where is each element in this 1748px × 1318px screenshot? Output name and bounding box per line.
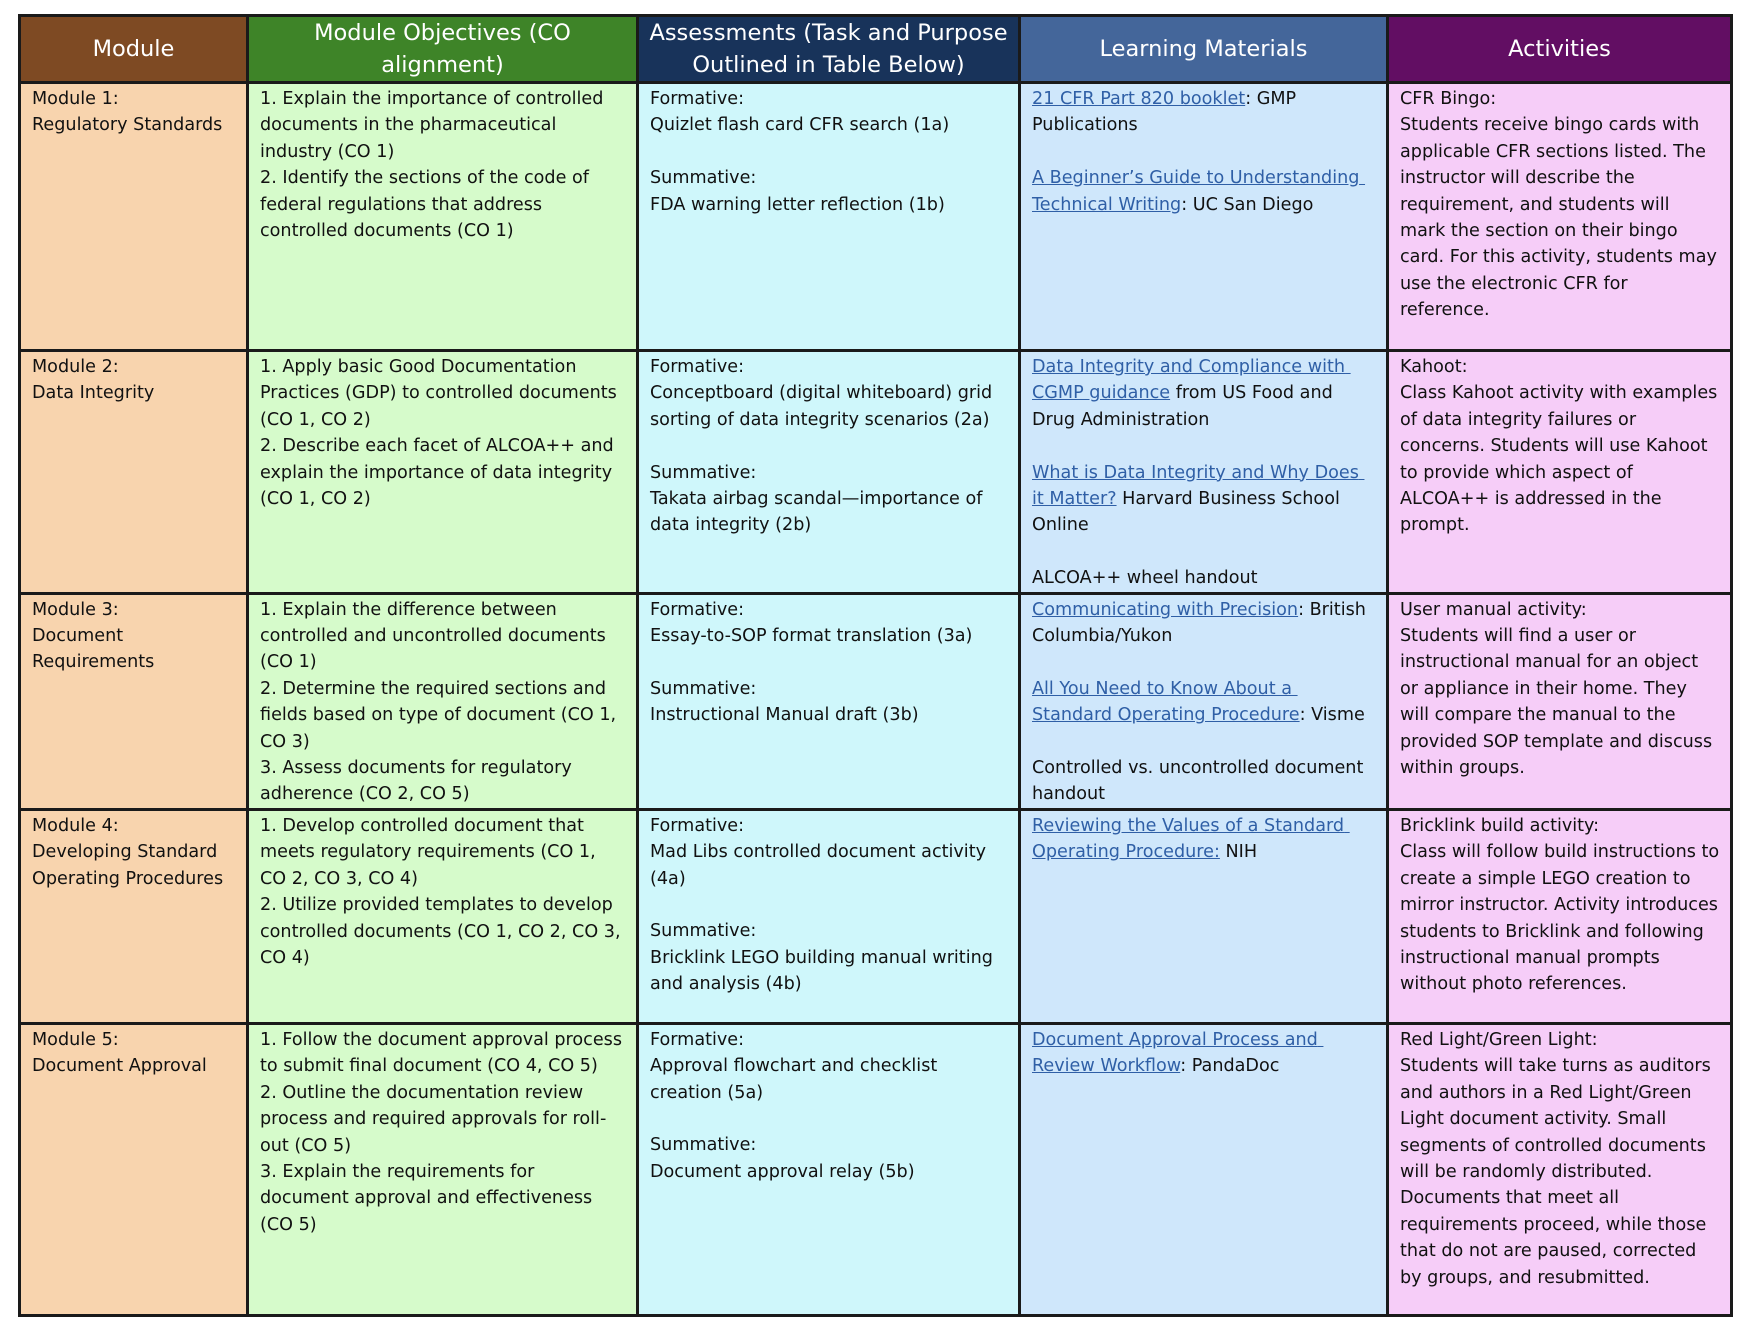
table-row bbox=[20, 809, 1732, 1023]
header-module: Module bbox=[20, 16, 248, 83]
activities-text: Students will take turns as auditors and authors in a Red Light/Green Light document activity. Small segments of controlled documents will be randomly distributed. Documents that meet all requirements proceed, while those that do not are paused, corrected by groups, and resubmitted. bbox=[1400, 1056, 1717, 1288]
activities-cell bbox=[1388, 809, 1732, 1023]
material-source: ALCOA++ wheel handout bbox=[1032, 568, 1258, 589]
module-text: Module 5: bbox=[32, 1029, 119, 1050]
material-source: NIH bbox=[1219, 842, 1258, 863]
module-text: Data Integrity bbox=[32, 383, 155, 404]
material-source: : GMP Publications bbox=[1032, 89, 1302, 136]
spacer bbox=[650, 1106, 1008, 1132]
assessments-text: Takata airbag scandal—importance of data integrity (2b) bbox=[650, 489, 989, 536]
materials-cell bbox=[1020, 1023, 1388, 1315]
objectives-text: 3. Explain the requirements for document approval and effectiveness (CO 5) bbox=[260, 1161, 598, 1235]
module-cell bbox=[20, 83, 248, 351]
objectives-text: 2. Describe each facet of ALCOA++ and explain the importance of data integrity (CO 1, CO 2) bbox=[260, 436, 620, 510]
spacer bbox=[1032, 139, 1376, 165]
objectives-text: 2. Determine the required sections and fields based on type of document (CO 1, CO 3) bbox=[260, 678, 622, 752]
material-source: : PandaDoc bbox=[1180, 1056, 1280, 1077]
assessments-text: Formative: bbox=[650, 815, 745, 836]
material-link[interactable]: Document Approval Process and Review Workflow bbox=[1032, 1029, 1324, 1077]
assessments-text: Approval flowchart and checklist creation (5a) bbox=[650, 1056, 943, 1103]
spacer bbox=[1032, 433, 1376, 459]
material-item bbox=[1032, 165, 1376, 218]
table-row bbox=[20, 351, 1732, 594]
activities-text: Red Light/Green Light: bbox=[1400, 1029, 1598, 1050]
material-source: Harvard Business School Online bbox=[1032, 489, 1346, 536]
objectives-cell bbox=[248, 593, 638, 809]
header-row bbox=[20, 16, 1732, 83]
material-source: from US Food and Drug Administration bbox=[1032, 383, 1339, 430]
activities-cell bbox=[1388, 83, 1732, 351]
assessments-text: Summative: bbox=[650, 462, 757, 483]
assessments-text: FDA warning letter reflection (1b) bbox=[650, 194, 945, 215]
header-objectives: Module Objectives (CO alignment) bbox=[248, 16, 638, 83]
spacer bbox=[1032, 729, 1376, 755]
module-text: Developing Standard Operating Procedures bbox=[32, 842, 224, 889]
module-cell bbox=[20, 351, 248, 594]
objectives-cell bbox=[248, 351, 638, 594]
activities-text: Students receive bingo cards with applicable CFR sections listed. The instructor will describe the requirement, and students will mark the section on their bingo card. For this activity, students may use the electronic CFR for reference. bbox=[1400, 115, 1723, 321]
assessments-text: Quizlet flash card CFR search (1a) bbox=[650, 115, 950, 136]
material-item bbox=[1032, 813, 1376, 866]
module-text: Regulatory Standards bbox=[32, 115, 223, 136]
activities-cell bbox=[1388, 1023, 1732, 1315]
module-cell bbox=[20, 809, 248, 1023]
objectives-cell bbox=[248, 809, 638, 1023]
material-item bbox=[1032, 1027, 1376, 1080]
assessments-text: Summative: bbox=[650, 678, 757, 699]
assessments-text: Formative: bbox=[650, 89, 745, 109]
module-text: Document Approval bbox=[32, 1056, 207, 1077]
assessments-text: Instructional Manual draft (3b) bbox=[650, 705, 919, 726]
spacer bbox=[650, 139, 1008, 165]
module-text: Module 1: bbox=[32, 89, 119, 109]
module-text: Module 4: bbox=[32, 815, 119, 836]
objectives-text: 2. Identify the sections of the code of federal regulations that address controlled documents (CO 1) bbox=[260, 168, 595, 242]
assessments-cell bbox=[638, 593, 1020, 809]
objectives-text: 2. Utilize provided templates to develop controlled documents (CO 1, CO 2, CO 3, CO 4) bbox=[260, 895, 627, 968]
objectives-text: 1. Explain the importance of controlled documents in the pharmaceutical industry (CO 1) bbox=[260, 89, 609, 162]
assessments-text: Summative: bbox=[650, 921, 757, 942]
assessments-text: Formative: bbox=[650, 357, 745, 377]
objectives-text: 1. Follow the document approval process to submit final document (CO 4, CO 5) bbox=[260, 1029, 628, 1077]
assessments-text: Formative: bbox=[650, 599, 745, 620]
material-item bbox=[1032, 565, 1376, 591]
assessments-cell bbox=[638, 809, 1020, 1023]
module-text: Module 3: bbox=[32, 599, 119, 620]
activities-cell bbox=[1388, 351, 1732, 594]
activities-cell bbox=[1388, 593, 1732, 809]
activities-text: User manual activity: bbox=[1400, 599, 1587, 620]
materials-cell bbox=[1020, 351, 1388, 594]
assessments-text: Summative: bbox=[650, 1135, 757, 1156]
table-row bbox=[20, 593, 1732, 809]
assessments-cell bbox=[638, 1023, 1020, 1315]
spacer bbox=[650, 892, 1008, 918]
objectives-text: 3. Assess documents for regulatory adherence (CO 2, CO 5) bbox=[260, 758, 578, 805]
spacer bbox=[650, 649, 1008, 675]
activities-text: Bricklink build activity: bbox=[1400, 815, 1600, 836]
objectives-text: 1. Develop controlled document that meets regulatory requirements (CO 1, CO 2, CO 3, CO 4) bbox=[260, 815, 602, 889]
materials-cell bbox=[1020, 83, 1388, 351]
material-link[interactable]: All You Need to Know About a Standard Operating Procedure bbox=[1032, 678, 1300, 726]
objectives-text: 2. Outline the documentation review process and required approvals for roll-out (CO 5) bbox=[260, 1082, 607, 1156]
materials-cell bbox=[1020, 809, 1388, 1023]
material-source: : UC San Diego bbox=[1181, 194, 1314, 215]
module-cell bbox=[20, 593, 248, 809]
assessments-text: Summative: bbox=[650, 168, 757, 189]
material-source: : British Columbia/Yukon bbox=[1032, 599, 1372, 647]
header-materials: Learning Materials bbox=[1020, 16, 1388, 83]
material-link[interactable]: A Beginner’s Guide to Understanding Technical Writing bbox=[1032, 168, 1366, 215]
objectives-text: 1. Apply basic Good Documentation Practices (GDP) to controlled documents (CO 1, CO 2) bbox=[260, 357, 623, 430]
activities-text: Class Kahoot activity with examples of data integrity failures or concerns. Students will use Kahoot to provide which aspect of ALCOA++ is addressed in the prompt. bbox=[1400, 383, 1723, 536]
material-item bbox=[1032, 755, 1376, 808]
table-row bbox=[20, 1023, 1732, 1315]
material-item bbox=[1032, 597, 1376, 650]
module-table bbox=[18, 14, 1733, 1317]
assessments-cell bbox=[638, 83, 1020, 351]
activities-text: Students will find a user or instructional manual for an object or appliance in their home. They will compare the manual to the provided SOP template and discuss within groups. bbox=[1400, 626, 1718, 779]
spacer bbox=[1032, 539, 1376, 565]
spacer bbox=[650, 433, 1008, 459]
activities-text: Kahoot: bbox=[1400, 357, 1468, 377]
material-item bbox=[1032, 676, 1376, 729]
module-text: Module 2: bbox=[32, 357, 119, 377]
header-activities: Activities bbox=[1388, 16, 1732, 83]
objectives-text: 1. Explain the difference between controlled and uncontrolled documents (CO 1) bbox=[260, 599, 612, 673]
assessments-text: Conceptboard (digital whiteboard) grid sorting of data integrity scenarios (2a) bbox=[650, 383, 998, 430]
materials-cell bbox=[1020, 593, 1388, 809]
module-text: Document Requirements bbox=[32, 626, 155, 673]
assessments-text: Essay-to-SOP format translation (3a) bbox=[650, 626, 973, 647]
objectives-cell bbox=[248, 83, 638, 351]
module-cell bbox=[20, 1023, 248, 1315]
material-source: : Visme bbox=[1299, 705, 1365, 726]
objectives-cell bbox=[248, 1023, 638, 1315]
material-link[interactable]: 21 CFR Part 820 booklet bbox=[1032, 89, 1246, 109]
material-link[interactable]: Data Integrity and Compliance with CGMP guidance bbox=[1032, 357, 1351, 404]
assessments-text: Formative: bbox=[650, 1029, 745, 1050]
assessments-text: Document approval relay (5b) bbox=[650, 1161, 915, 1182]
assessments-cell bbox=[638, 351, 1020, 594]
header-assessments: Assessments (Task and Purpose Outlined in Table Below) bbox=[638, 16, 1020, 83]
material-item bbox=[1032, 354, 1376, 433]
material-link[interactable]: What is Data Integrity and Why Does it Matter? bbox=[1032, 462, 1365, 510]
table-row bbox=[20, 83, 1732, 351]
activities-text: Class will follow build instructions to create a simple LEGO creation to mirror instructor. Activity introduces students to Bricklink and following instructional manual prompts without photo references. bbox=[1400, 842, 1725, 995]
assessments-text: Bricklink LEGO building manual writing and analysis (4b) bbox=[650, 947, 999, 995]
activities-text: CFR Bingo: bbox=[1400, 89, 1497, 109]
assessments-text: Mad Libs controlled document activity (4a) bbox=[650, 842, 992, 889]
material-link[interactable]: Reviewing the Values of a Standard Operating Procedure: bbox=[1032, 815, 1350, 863]
material-source: Controlled vs. uncontrolled document handout bbox=[1032, 758, 1369, 805]
spacer bbox=[1032, 649, 1376, 675]
material-link[interactable]: Communicating with Precision bbox=[1032, 599, 1299, 620]
material-item bbox=[1032, 460, 1376, 539]
material-item bbox=[1032, 86, 1376, 139]
